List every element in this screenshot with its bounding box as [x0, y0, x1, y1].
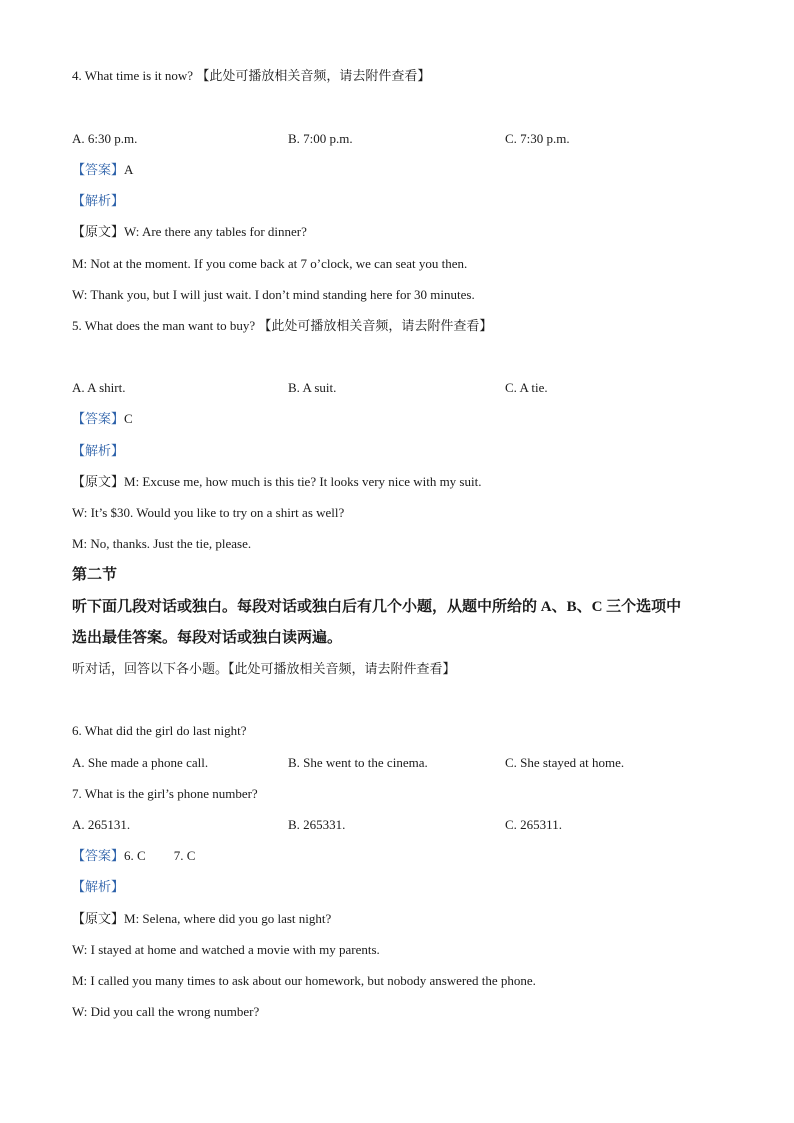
q5-option-b: B. A suit. — [288, 380, 337, 395]
q6-option-a: A. She made a phone call. — [72, 755, 209, 770]
q4-transcript-3: W: Thank you, but I will just wait. I don’t mind standing here for 30 minutes. — [72, 287, 475, 302]
q4-answer-line — [72, 162, 133, 178]
original-tag: 【原文】 — [72, 474, 125, 489]
original-tag: 【原文】 — [72, 224, 125, 239]
q4-analysis-tag: 【解析】 — [72, 193, 125, 208]
q67-transcript-1 — [72, 911, 331, 927]
transcript-text: M: Excuse me, how much is this tie? It looks very nice with my suit. — [124, 474, 482, 489]
q4-question: 4. What time is it now? — [72, 68, 194, 83]
q67-transcript-3: M: I called you many times to ask about our homework, but nobody answered the phone. — [72, 973, 536, 988]
transcript-text: W: Are there any tables for dinner? — [124, 224, 307, 239]
original-tag: 【原文】 — [72, 911, 125, 926]
q67-transcript-4: W: Did you call the wrong number? — [72, 1004, 260, 1019]
answer-tag: 【答案】 — [72, 162, 125, 177]
q4-transcript-1 — [72, 224, 307, 240]
q5-transcript-3: M: No, thanks. Just the tie, please. — [72, 536, 252, 551]
q4-answer: A — [124, 162, 134, 177]
answer-tag: 【答案】 — [72, 411, 125, 426]
q7-answer: 7. C — [173, 848, 196, 863]
section2-instruction-2: 选出最佳答案。每段对话或独白读两遍。 — [72, 630, 343, 646]
q5-transcript-2: W: It’s $30. Would you like to try on a shirt as well? — [72, 505, 345, 520]
transcript-text: M: Selena, where did you go last night? — [124, 911, 332, 926]
q4-option-b: B. 7:00 p.m. — [288, 131, 353, 146]
q5-line — [72, 318, 492, 334]
section2-listen-note[interactable]: 听对话，回答以下各小题。【此处可播放相关音频，请去附件查看】 — [72, 661, 456, 676]
section2-instruction-1: 听下面几段对话或独白。每段对话或独白后有几个小题，从题中所给的 A、B、C 三个选项中 — [72, 599, 682, 615]
q6-question: 6. What did the girl do last night? — [72, 723, 247, 738]
q5-analysis-tag: 【解析】 — [72, 443, 125, 458]
q5-audio-note[interactable]: 【此处可播放相关音频，请去附件查看】 — [258, 318, 493, 333]
answer-tag: 【答案】 — [72, 848, 125, 863]
q5-transcript-1 — [72, 474, 481, 490]
q7-option-a: A. 265131. — [72, 817, 131, 832]
q5-option-a: A. A shirt. — [72, 380, 126, 395]
q4-option-c: C. 7:30 p.m. — [505, 131, 570, 146]
q4-transcript-2: M: Not at the moment. If you come back at 7 o’clock, we can seat you then. — [72, 256, 468, 271]
q67-analysis-tag: 【解析】 — [72, 879, 125, 894]
q5-option-c: C. A tie. — [505, 380, 548, 395]
section2-title: 第二节 — [72, 567, 118, 583]
q6-answer: 6. C — [124, 848, 146, 863]
q67-transcript-2: W: I stayed at home and watched a movie with my parents. — [72, 942, 380, 957]
q5-answer-line — [72, 411, 133, 427]
q67-answer-line — [72, 848, 195, 864]
q7-option-b: B. 265331. — [288, 817, 346, 832]
q6-option-b: B. She went to the cinema. — [288, 755, 428, 770]
q4-audio-note[interactable]: 【此处可播放相关音频，请去附件查看】 — [196, 68, 431, 83]
q7-question: 7. What is the girl’s phone number? — [72, 786, 258, 801]
q4-line — [72, 68, 430, 84]
q5-question: 5. What does the man want to buy? — [72, 318, 256, 333]
q4-option-a: A. 6:30 p.m. — [72, 131, 138, 146]
q5-answer: C — [124, 411, 133, 426]
q6-option-c: C. She stayed at home. — [505, 755, 625, 770]
q7-option-c: C. 265311. — [505, 817, 562, 832]
